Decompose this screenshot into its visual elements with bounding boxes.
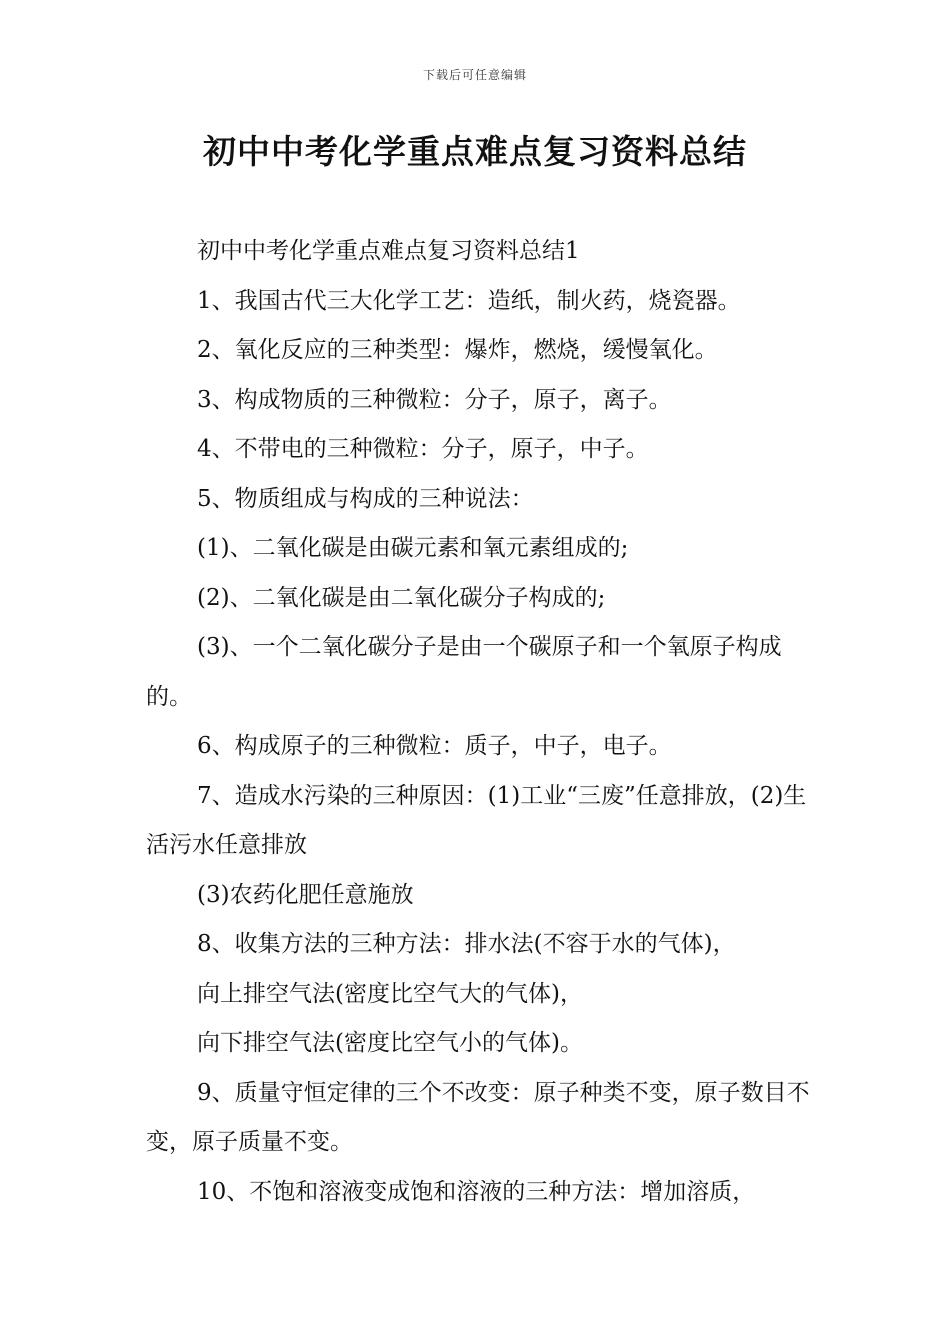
header-note: 下载后可任意编辑 xyxy=(422,68,527,82)
paragraph-item-8: 8、收集方法的三种方法：排水法(不容于水的气体)， xyxy=(197,931,736,957)
document-body xyxy=(146,227,814,1217)
paragraph-item-5-3: (3)、一个二氧化碳分子是由一个碳原子和一个氧原子构成的。 xyxy=(146,634,782,710)
paragraph-item-8-down: 向下排空气法(密度比空气小的气体)。 xyxy=(197,1030,583,1056)
paragraph-item-5: 5、物质组成与构成的三种说法： xyxy=(197,485,534,512)
paragraph-item-3: 3、构成物质的三种微粒：分子，原子，离子。 xyxy=(197,386,672,413)
paragraph-item-9: 9、质量守恒定律的三个不改变：原子种类不变，原子数目不变，原子质量不变。 xyxy=(146,1079,810,1155)
paragraph-item-5-1: (1)、二氧化碳是由碳元素和氧元素组成的; xyxy=(197,535,629,561)
paragraph-item-6: 6、构成原子的三种微粒：质子，中子，电子。 xyxy=(197,733,672,759)
paragraph-item-4: 4、不带电的三种微粒：分子，原子，中子。 xyxy=(197,436,649,462)
paragraph-item-1: 1、我国古代三大化学工艺：造纸，制火药，烧瓷器。 xyxy=(197,287,741,314)
paragraph-subtitle: 初中中考化学重点难点复习资料总结1 xyxy=(197,238,580,264)
document-title: 初中中考化学重点难点复习资料总结 xyxy=(203,132,747,171)
paragraph-item-5-2: (2)、二氧化碳是由二氧化碳分子构成的; xyxy=(197,584,606,611)
paragraph-item-8-up: 向上排空气法(密度比空气大的气体)， xyxy=(197,980,583,1007)
paragraph-item-7-3: (3)农药化肥任意施放 xyxy=(197,881,414,908)
paragraph-item-7: 7、造成水污染的三种原因：(1)工业“三废”任意排放，(2)生活污水任意排放 xyxy=(146,782,807,858)
paragraph-item-10: 10、不饱和溶液变成饱和溶液的三种方法：增加溶质， xyxy=(197,1178,756,1205)
paragraph-item-2: 2、氧化反应的三种类型：爆炸，燃烧，缓慢氧化。 xyxy=(197,337,718,363)
